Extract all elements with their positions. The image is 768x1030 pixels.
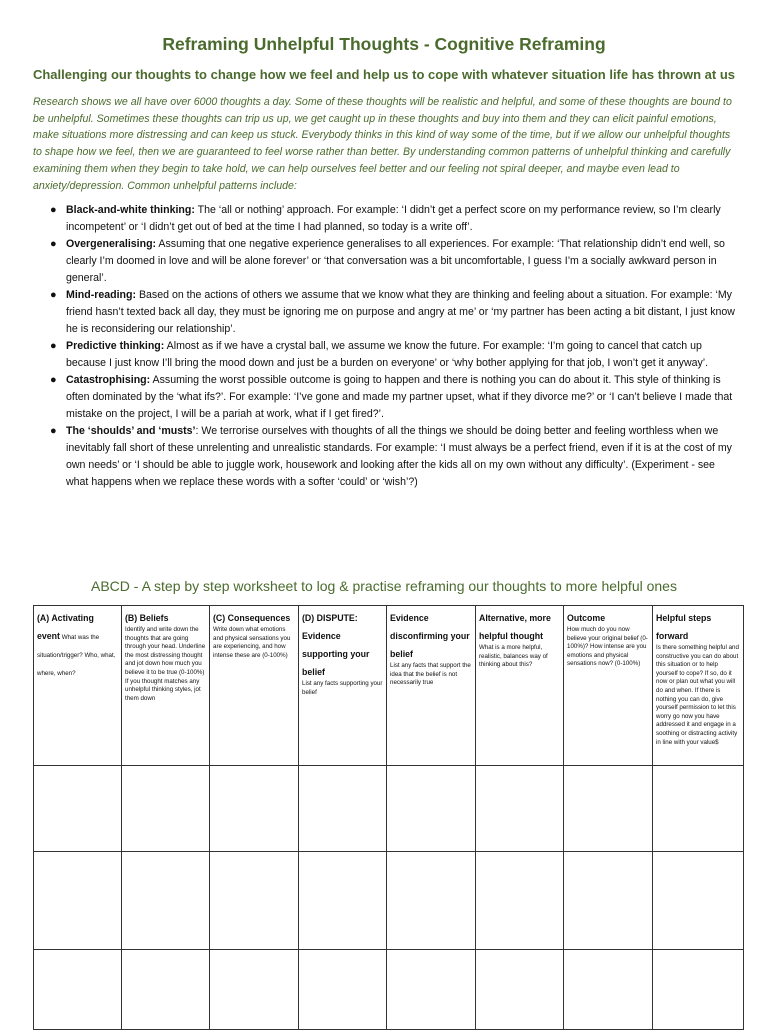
column-header-evidence-disconfirming: Evidence disconfirming your belief List any facts that support the idea that the belief is not necessarily true bbox=[387, 606, 476, 766]
worksheet-cell[interactable] bbox=[653, 766, 744, 852]
worksheet-cell[interactable] bbox=[564, 950, 653, 1030]
worksheet-cell[interactable] bbox=[476, 766, 564, 852]
column-header-outcome: Outcome How much do you now believe your original belief (0-100%)? How intense are you emotions and physical sensations now? (0-100%) bbox=[564, 606, 653, 766]
worksheet-cell[interactable] bbox=[299, 852, 387, 950]
column-header-helpful-steps: Helpful steps forward Is there something helpful and constructive you can do about this situation or to help yourself to cope? If so, do it now or plan out what you will do and when. If there is nothing you can do, give yourself permission to let this worry go now you have addressed it and engage in a soothing or distracting activity in line with your value$ bbox=[653, 606, 744, 766]
intro-paragraph: Research shows we all have over 6000 thoughts a day. Some of these thoughts will be realistic and helpful, and some of these thoughts are bound to be unhelpful. Sometimes these thoughts can trip us up, we get caught up in these thoughts and buy into them and they can elicit painful emotions, make situations more distressing and can keep us stuck. Everybody thinks in this kind of way some of the time, but if we allow our unhelpful thoughts to shape how we feel, then we are guaranteed to feel worse rather than better. By understanding common patterns of unhelpful thinking and carefully examining them when they begin to take hold, we can help ourselves feel better and our feeling not spiral deeper, and maybe even lead to anxiety/depression. Common unhelpful patterns include: bbox=[33, 96, 732, 192]
pattern-text: Assuming that one negative experience generalises to all experiences. For example: ‘That relationship didn’t end well, so clearly I’m doomed in love and will be alone forever’ or ‘that conversation was a bit uncomfortable, I guess I’m a socially awkward person in general’. bbox=[66, 238, 725, 284]
column-header-consequences: (C) Consequences Write down what emotions and physical sensations you are experiencing, and how intense these are (0-100%) bbox=[210, 606, 299, 766]
column-header-activating-event: (A) Activating event What was the situation/trigger? Who, what, where, when? bbox=[34, 606, 122, 766]
worksheet-cell[interactable] bbox=[653, 852, 744, 950]
worksheet-cell[interactable] bbox=[34, 852, 122, 950]
worksheet-cell[interactable] bbox=[122, 950, 210, 1030]
pattern-text: The ‘all or nothing’ approach. For example: ‘I didn’t get a perfect score on my performance review, so I’m clearly incompetent’ or ‘I didn’t get out of bed at the time I had planned, so today is a write off’. bbox=[66, 204, 721, 233]
worksheet-cell[interactable] bbox=[387, 950, 476, 1030]
column-header-beliefs: (B) Beliefs Identify and write down the thoughts that are going through your head. Underline the most distressing thought and jot down how much you believe it to be true (0-100%) If you thought matches any unhelpful thinking styles, jot them down bbox=[122, 606, 210, 766]
worksheet-cell[interactable] bbox=[387, 852, 476, 950]
bullet-icon: ● bbox=[50, 340, 57, 352]
list-item bbox=[48, 372, 738, 423]
list-item bbox=[48, 423, 738, 491]
pattern-term: Predictive thinking: bbox=[66, 340, 165, 352]
list-item bbox=[48, 202, 738, 236]
list-item bbox=[48, 287, 738, 338]
page-subtitle: Challenging our thoughts to change how we feel and help us to cope with whatever situation life has thrown at us bbox=[32, 67, 736, 82]
pattern-term: Overgeneralising: bbox=[66, 238, 157, 250]
pattern-term: Black-and-white thinking: bbox=[66, 204, 195, 216]
worksheet-cell[interactable] bbox=[34, 950, 122, 1030]
worksheet-cell[interactable] bbox=[299, 950, 387, 1030]
pattern-text: : We terrorise ourselves with thoughts of all the things we should be doing better and feeling worthless when we inevitably fall short of these unrelenting and unrealistic standards. For example: ‘I must always be a perfect friend, even if it is at the cost of my own needs’ or ‘I should be able to juggle work, housework and looking after the kids all on my own without any difficulty’. (Experiment - see what happens when we replace these words with a softer ‘could’ or ‘wish’?) bbox=[66, 425, 732, 488]
bullet-icon: ● bbox=[50, 425, 57, 437]
bullet-icon: ● bbox=[50, 289, 57, 301]
worksheet-cell[interactable] bbox=[34, 766, 122, 852]
worksheet-title: ABCD - A step by step worksheet to log & practise reframing our thoughts to more helpful ones bbox=[91, 578, 677, 594]
page-title: Reframing Unhelpful Thoughts - Cognitive Reframing bbox=[162, 34, 606, 54]
bullet-icon: ● bbox=[50, 238, 57, 250]
pattern-text: Almost as if we have a crystal ball, we assume we know the future. For example: ‘I’m going to cancel that catch up because I just know I’ll bring the mood down and just be a burden on everyone’ or ‘why bother applying for that job, I won’t get it anyway’. bbox=[66, 340, 709, 369]
abcd-worksheet-table bbox=[33, 605, 744, 1030]
worksheet-cell[interactable] bbox=[210, 950, 299, 1030]
pattern-text: Assuming the worst possible outcome is going to happen and there is nothing you can do about it. This style of thinking is often dominated by the ‘what ifs?’. For example: ‘I’ve gone and made my partner upset, what if they divorce me?’ or ‘I can’t believe I made that mistake on the project, I will be a pariah at work, what if I get fired?’. bbox=[66, 374, 733, 420]
table-row bbox=[34, 766, 744, 852]
worksheet-cell[interactable] bbox=[653, 950, 744, 1030]
worksheet-cell[interactable] bbox=[476, 950, 564, 1030]
column-header-dispute-evidence-supporting: (D) DISPUTE: Evidence supporting your belief List any facts supporting your belief bbox=[299, 606, 387, 766]
unhelpful-patterns-list bbox=[48, 202, 738, 491]
pattern-term: Catastrophising: bbox=[66, 374, 151, 386]
bullet-icon: ● bbox=[50, 374, 57, 386]
bullet-icon: ● bbox=[50, 204, 57, 216]
worksheet-cell[interactable] bbox=[476, 852, 564, 950]
list-item bbox=[48, 338, 738, 372]
pattern-text: Based on the actions of others we assume that we know what they are thinking and feeling about a situation. For example: ‘My friend hasn’t texted back all day, they must be ignoring me on purpose and angry at me’ or ‘my partner has been acting a bit distant, I just know he is reconsidering our relationship’. bbox=[66, 289, 735, 335]
worksheet-cell[interactable] bbox=[122, 766, 210, 852]
worksheet-cell[interactable] bbox=[387, 766, 476, 852]
worksheet-cell[interactable] bbox=[564, 766, 653, 852]
table-row bbox=[34, 950, 744, 1030]
worksheet-cell[interactable] bbox=[210, 852, 299, 950]
worksheet-cell[interactable] bbox=[564, 852, 653, 950]
pattern-term: Mind-reading: bbox=[66, 289, 137, 301]
worksheet-cell[interactable] bbox=[299, 766, 387, 852]
list-item bbox=[48, 236, 738, 287]
worksheet-cell[interactable] bbox=[122, 852, 210, 950]
column-header-alternative-thought: Alternative, more helpful thought What is a more helpful, realistic, balances way of thinking about this? bbox=[476, 606, 564, 766]
worksheet-header-row bbox=[34, 606, 744, 766]
table-row bbox=[34, 852, 744, 950]
pattern-term: The ‘shoulds’ and ‘musts’ bbox=[66, 425, 196, 437]
worksheet-cell[interactable] bbox=[210, 766, 299, 852]
